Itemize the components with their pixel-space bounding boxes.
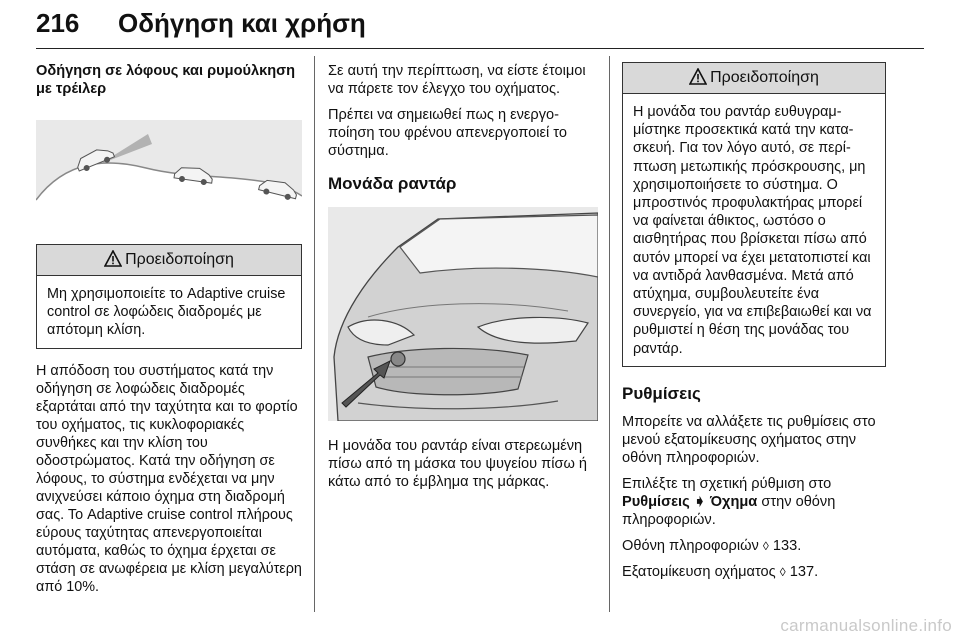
reference-info-display [622, 537, 886, 555]
paragraph-settings-menu: Μπορείτε να αλλάξετε τις ρυθμίσεις στο μενού εξατομίκευσης οχήματος στην οθόνη πληροφοριών. [622, 413, 876, 466]
warning-text: Η μονάδα του ραντάρ ευθυγραμμίστηκε προσεκτικά κατά την κατασκευή. Για τον λόγο αυτό, σε περίπτωση μετωπικής πρόσκρουσης, μη χρησιμοποιήσετε το σύστημα. Ο μπροστινός προφυλακτήρας μπορεί να φαίνεται άθικτος, ωστόσο ο αισθητήρας που βρίσκεται πίσω από αυτόν μπορεί να έχει μετατοπιστεί και να αντιδρά λανθασμένα. Μετά από ατύχημα, συμβουλευτείτε ένα συνεργείο, για να επιβεβαιωθεί και να ρυθμιστεί η θέση της μονάδας του ραντάρ. [633, 104, 872, 357]
hills-body-text: Η απόδοση του συστήματος κατά την οδήγηση σε λοφώδεις διαδρομές εξαρτάται από την ταχύτητα και το φορτίο του οχήματος, τις κυκλοφοριακές συνθήκες και την κλίση του οδοστρώματος. Κατά την οδήγηση σε λόφους, το σύστημα ενδέχεται να μην ανιχνεύσει κάποιο όχημα στη διαδρομή σας. Το Adaptive cruise control πλήρους εύρους ταχύτητας απενεργοποιείται αυτόματα, καθώς το όχημα έρχεται σε στάση σε ανωφέρεια με κλίση μεγαλύτερη από 10%. [36, 362, 302, 595]
radar-unit-illustration [328, 207, 598, 421]
car-front-image [328, 207, 598, 421]
page-header [36, 0, 924, 49]
text-select-suffix: στην οθόνη πληροφοριών. [622, 493, 836, 528]
reference-vehicle-personalisation [622, 563, 886, 581]
menu-path-settings: Ρυθμίσεις [622, 493, 690, 510]
warning-title: Προειδοποίηση [125, 251, 234, 268]
reference-page: 133. [772, 537, 802, 554]
reference-text: Οθόνη πληροφοριών [622, 537, 759, 554]
hill-cars-image [36, 120, 302, 232]
paragraph-brake-deactivate: Πρέπει να σημειωθεί πως η ενεργοποίηση του φρένου απενεργοποιεί το σύστημα. [328, 107, 567, 159]
warning-box-hills [36, 244, 302, 349]
paragraph-select-setting [622, 475, 886, 529]
warning-header [37, 245, 301, 276]
reference-text: Εξατομίκευση οχήματος [622, 563, 776, 580]
text-select-prefix: Επιλέξτε τη σχετική ρύθμιση στο [622, 475, 832, 492]
warning-triangle-icon [689, 68, 707, 85]
reference-symbol-icon: ◊ [762, 538, 769, 553]
hill-driving-illustration [36, 120, 302, 232]
menu-arrow-icon: ➧ [693, 493, 706, 510]
warning-title: Προειδοποίηση [710, 69, 819, 86]
column-divider-2 [609, 56, 610, 612]
column-1 [36, 62, 302, 596]
warning-triangle-icon [104, 250, 122, 267]
menu-path-vehicle: Όχημα [710, 493, 758, 510]
watermark: carmanualsonline.info [780, 616, 952, 635]
section-heading-hills: Οδήγηση σε λόφους και ρυμούλκηση με τρέιλερ [36, 63, 296, 97]
warning-header [623, 63, 885, 94]
paragraph-take-control: Σε αυτή την περίπτωση, να είστε έτοιμοι να πάρετε τον έλεγχο του οχήματος. [328, 63, 586, 97]
reference-page: 137. [789, 563, 819, 580]
column-divider-1 [314, 56, 315, 612]
warning-text: Μη χρησιμοποιείτε το Adaptive cruise control σε λοφώδεις διαδρομές με απότομη κλίση. [47, 286, 286, 339]
column-3 [622, 62, 886, 581]
column-2 [328, 62, 598, 491]
page-number: 216 [36, 8, 80, 38]
paragraph-radar-location: Η μονάδα του ραντάρ είναι στερεωμένη πίσω από τη μάσκα του ψυγείου πίσω ή κάτω από το έμβλημα της μάρκας. [328, 438, 588, 490]
reference-symbol-icon: ◊ [779, 564, 786, 579]
section-heading-radar: Μονάδα ραντάρ [328, 174, 457, 193]
chapter-title: Οδήγηση και χρήση [118, 8, 366, 38]
section-heading-settings: Ρυθμίσεις [622, 383, 701, 403]
warning-box-radar [622, 62, 886, 367]
